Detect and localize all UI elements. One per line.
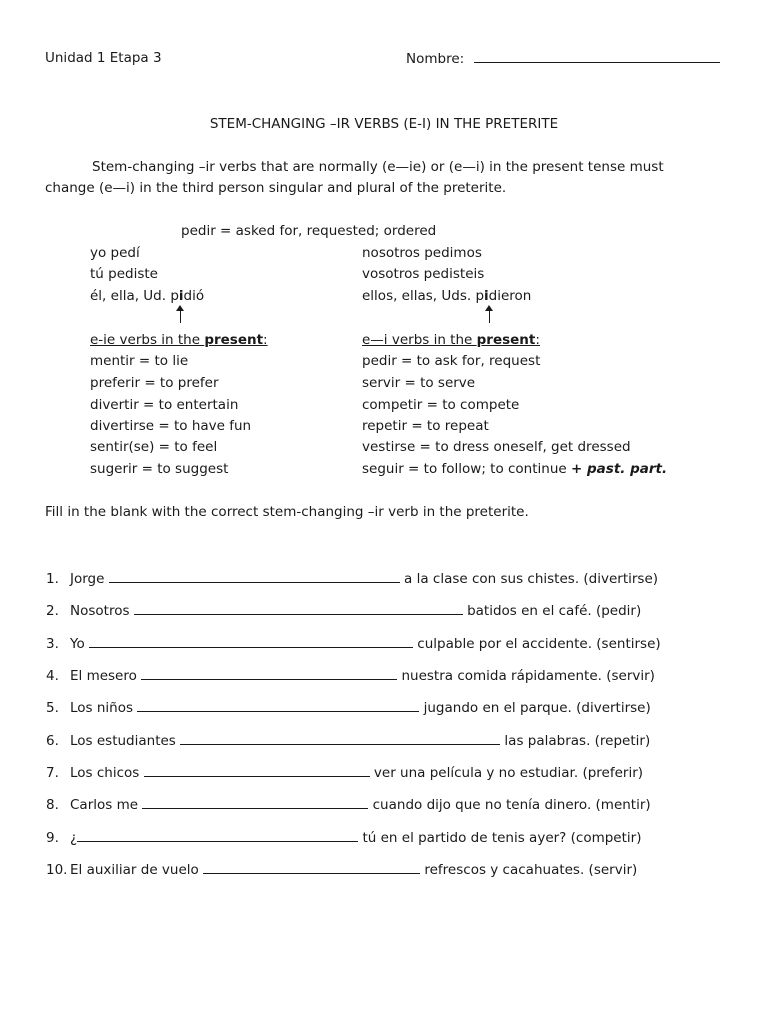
answer-blank[interactable] [144, 764, 370, 777]
arrow-up-icon [180, 310, 181, 323]
ei-verb-seguir [362, 461, 667, 477]
exercise-after: tú en el partido de tenis ayer? (competir) [358, 830, 642, 846]
exercise-number: 9. [46, 830, 59, 846]
pedir-definition: pedir = asked for, requested; ordered [181, 223, 437, 239]
exercise-after: cuando dijo que no tenía dinero. (mentir) [368, 797, 651, 813]
instructions: Fill in the blank with the correct stem-changing –ir verb in the preterite. [45, 504, 529, 520]
conj-el-stem: i [178, 288, 184, 304]
exercise-number: 3. [46, 636, 59, 652]
exercise-number: 4. [46, 668, 59, 684]
exercise-item [46, 570, 658, 587]
eie-verb: divertir = to entertain [90, 397, 239, 413]
exercise-after: nuestra comida rápidamente. (servir) [397, 668, 655, 684]
answer-blank[interactable] [142, 796, 368, 809]
eie-verb: sentir(se) = to feel [90, 439, 218, 455]
exercise-item [46, 602, 641, 619]
exercise-number: 7. [46, 765, 59, 781]
conj-vosotros: vosotros pedisteis [362, 266, 485, 282]
exercise-before: El auxiliar de vuelo [70, 862, 204, 878]
conj-ellos-c: dieron [488, 288, 532, 304]
conj-el-a: él, ella, Ud. p [90, 288, 179, 304]
exercise-before: Los niños [70, 700, 138, 716]
answer-blank[interactable] [180, 732, 500, 745]
conj-el [90, 288, 204, 304]
exercise-before: ¿ [70, 830, 78, 846]
answer-blank[interactable] [77, 829, 358, 842]
intro-line-2: change (e—i) in the third person singular and plural of the preterite. [45, 180, 507, 196]
exercise-after: culpable por el accidente. (sentirse) [413, 636, 661, 652]
worksheet-title: STEM-CHANGING –IR VERBS (E-I) IN THE PRETERITE [209, 116, 559, 132]
arrow-up-icon [489, 310, 490, 323]
exercise-number: 2. [46, 603, 59, 619]
answer-blank[interactable] [137, 699, 419, 712]
name-blank[interactable] [474, 50, 720, 63]
exercise-after: ver una película y no estudiar. (preferir) [369, 765, 644, 781]
ei-list-heading [362, 332, 540, 348]
answer-blank[interactable] [89, 635, 413, 648]
intro-line-1: Stem-changing –ir verbs that are normally (e—ie) or (e—i) in the present tense must [92, 159, 664, 175]
eie-verb: divertirse = to have fun [90, 418, 252, 434]
exercise-after: refrescos y cacahuates. (servir) [420, 862, 638, 878]
eie-verb: sugerir = to suggest [90, 461, 229, 477]
eie-list-heading [90, 332, 268, 348]
exercise-before: El mesero [70, 668, 142, 684]
name-label-text: Nombre: [406, 51, 465, 67]
eie-verb: preferir = to prefer [90, 375, 219, 391]
exercise-item [46, 861, 637, 878]
exercise-after: batidos en el café. (pedir) [462, 603, 642, 619]
conj-ellos [362, 288, 531, 304]
exercise-before: Carlos me [70, 797, 143, 813]
eie-head-present: present [204, 332, 264, 348]
ei-verb: pedir = to ask for, request [362, 353, 541, 369]
answer-blank[interactable] [109, 570, 400, 583]
ei-verb: competir = to compete [362, 397, 520, 413]
exercise-item [46, 764, 643, 781]
exercise-after: jugando en el parque. (divertirse) [419, 700, 651, 716]
exercise-item [46, 732, 650, 749]
answer-blank[interactable] [141, 667, 397, 680]
conj-ellos-stem: i [484, 288, 489, 304]
name-label [406, 50, 720, 67]
exercise-after: las palabras. (repetir) [500, 733, 651, 749]
exercise-item [46, 796, 651, 813]
ei-head-present: present [476, 332, 536, 348]
unit-label: Unidad 1 Etapa 3 [45, 50, 162, 66]
ei-verb: repetir = to repeat [362, 418, 489, 434]
exercise-number: 10. [46, 862, 68, 878]
exercise-before: Los chicos [70, 765, 144, 781]
exercise-number: 8. [46, 797, 59, 813]
answer-blank[interactable] [203, 861, 420, 874]
past-participle-note: + past. part. [571, 461, 668, 477]
eie-verb: mentir = to lie [90, 353, 189, 369]
exercise-before: Nosotros [70, 603, 134, 619]
exercise-item [46, 699, 651, 716]
exercise-number: 1. [46, 571, 59, 587]
exercise-item [46, 829, 641, 846]
conj-el-c: dió [183, 288, 205, 304]
answer-blank[interactable] [134, 602, 463, 615]
eie-head-c: : [263, 332, 268, 348]
exercise-before: Jorge [70, 571, 109, 587]
conj-ellos-a: ellos, ellas, Uds. p [362, 288, 485, 304]
exercise-after: a la clase con sus chistes. (divertirse) [399, 571, 659, 587]
exercise-number: 5. [46, 700, 59, 716]
exercise-item [46, 635, 661, 652]
ei-head-c: : [535, 332, 540, 348]
eie-head-a: e-ie verbs in the [90, 332, 205, 348]
exercise-number: 6. [46, 733, 59, 749]
conj-nosotros: nosotros pedimos [362, 245, 482, 261]
ei-verb: servir = to serve [362, 375, 476, 391]
conj-tu: tú pediste [90, 266, 158, 282]
exercise-before: Yo [70, 636, 90, 652]
exercise-item [46, 667, 655, 684]
exercise-before: Los estudiantes [70, 733, 181, 749]
conj-yo: yo pedí [90, 245, 140, 261]
ei-verb-seguir-text: seguir = to follow; to continue [362, 461, 571, 477]
ei-head-a: e—i verbs in the [362, 332, 477, 348]
ei-verb: vestirse = to dress oneself, get dressed [362, 439, 631, 455]
